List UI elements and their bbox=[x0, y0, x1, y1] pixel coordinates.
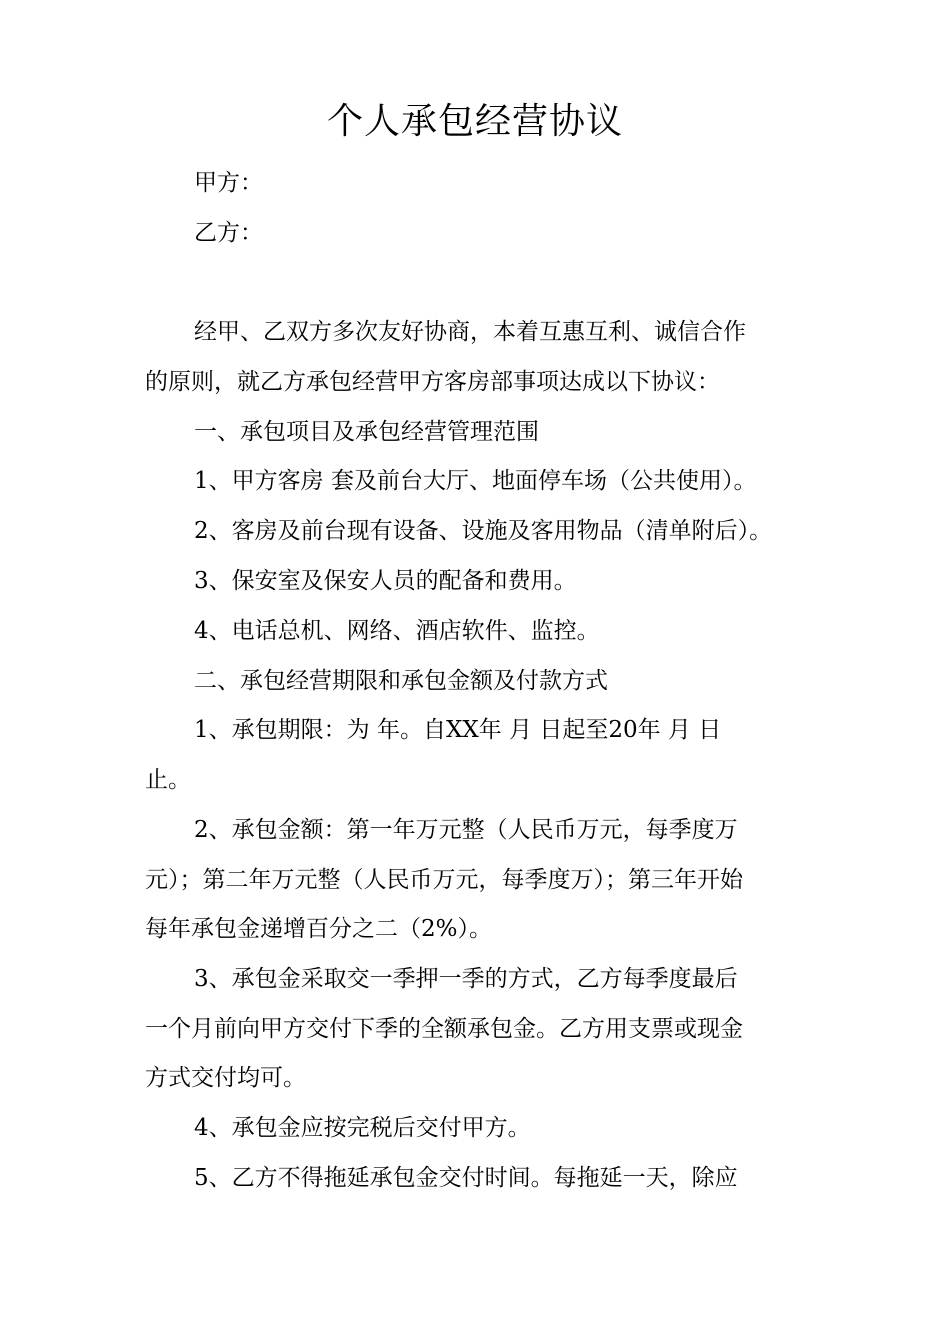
section-1-item-2: 2、客房及前台现有设备、设施及客用物品（清单附后）。 bbox=[194, 518, 773, 544]
section-1-heading: 一、承包项目及承包经营管理范围 bbox=[194, 419, 539, 445]
section-1-item-4: 4、电话总机、网络、酒店软件、监控。 bbox=[194, 618, 600, 644]
party-a-line: 甲方： bbox=[194, 170, 263, 196]
section-2-item-4: 4、承包金应按完税后交付甲方。 bbox=[194, 1115, 531, 1141]
preamble-line-1: 经甲、乙双方多次友好协商，本着互惠互利、诚信合作 bbox=[194, 319, 746, 345]
section-2-item-1-line-1: 1、承包期限：为 年。自XX年 月 日起至20年 月 日 bbox=[194, 717, 722, 743]
section-2-item-2-line-1: 2、承包金额：第一年万元整（人民币万元，每季度万 bbox=[194, 817, 738, 843]
section-2-item-3-line-1: 3、承包金采取交一季押一季的方式，乙方每季度最后 bbox=[194, 966, 738, 992]
section-2-item-2-line-2: 元）；第二年万元整（人民币万元，每季度万）；第三年开始 bbox=[145, 867, 743, 893]
section-1-item-1: 1、甲方客房 套及前台大厅、地面停车场（公共使用）。 bbox=[194, 468, 757, 494]
party-b-line: 乙方： bbox=[194, 220, 263, 246]
document-title: 个人承包经营协议 bbox=[326, 101, 623, 142]
section-2-item-5-line-1: 5、乙方不得拖延承包金交付时间。每拖延一天，除应 bbox=[194, 1165, 738, 1191]
section-2-item-3-line-3: 方式交付均可。 bbox=[145, 1065, 306, 1091]
section-2-heading: 二、承包经营期限和承包金额及付款方式 bbox=[194, 668, 608, 694]
section-1-item-3: 3、保安室及保安人员的配备和费用。 bbox=[194, 568, 577, 594]
section-2-item-1-line-2: 止。 bbox=[145, 767, 191, 793]
section-2-item-2-line-3: 每年承包金递增百分之二（2%）。 bbox=[145, 916, 492, 942]
preamble-line-2: 的原则，就乙方承包经营甲方客房部事项达成以下协议： bbox=[145, 369, 720, 395]
section-2-item-3-line-2: 一个月前向甲方交付下季的全额承包金。乙方用支票或现金 bbox=[145, 1016, 743, 1042]
